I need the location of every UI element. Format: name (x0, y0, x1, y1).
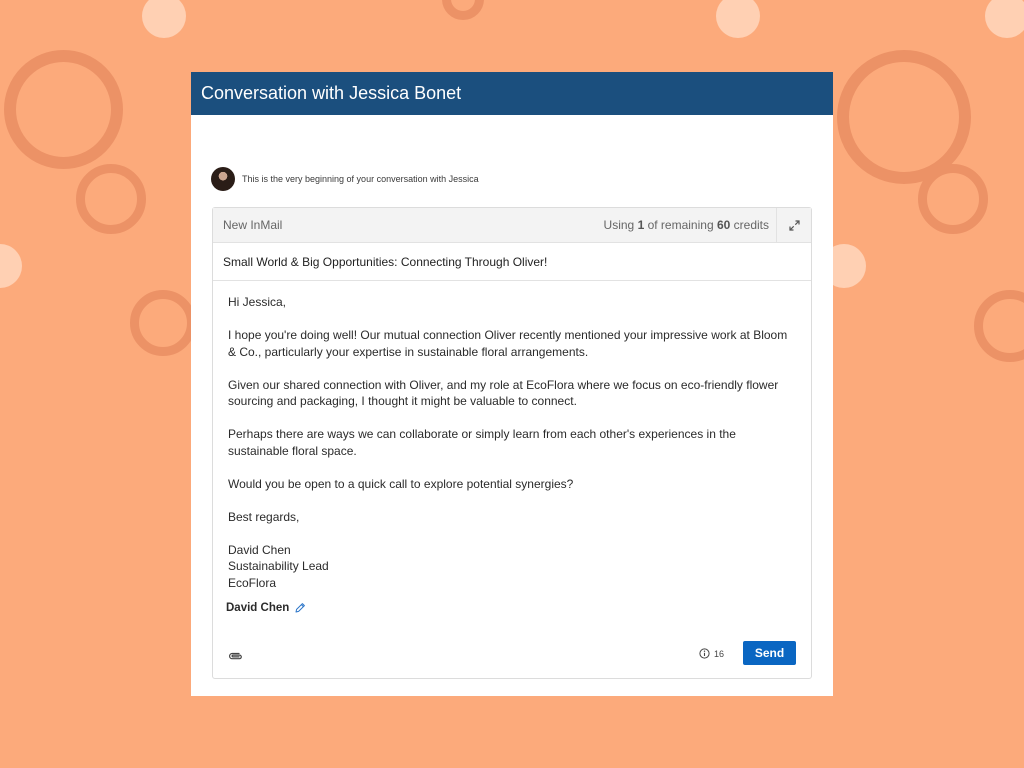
bg-dot-3 (985, 0, 1024, 38)
greeting: Hi Jessica, (228, 295, 287, 309)
composer-footer (213, 640, 811, 670)
character-count (699, 648, 724, 659)
bg-ring-left-mid (130, 290, 196, 356)
window-title: Conversation with Jessica Bonet (191, 72, 833, 115)
inmail-composer (212, 207, 812, 679)
paragraph-2: Given our shared connection with Oliver, and my role at EcoFlora where we focus on eco-friendly flower sourcing and packaging, I thought it might be valuable to connect. (228, 377, 779, 408)
composer-header (213, 208, 811, 243)
subject-field[interactable]: Small World & Big Opportunities: Connecting Through Oliver! (213, 243, 811, 281)
credits-remaining: 60 (716, 218, 731, 232)
send-button[interactable]: Send (743, 641, 796, 665)
closing: Best regards, (228, 509, 300, 524)
bg-ring-top (442, 0, 484, 20)
paragraph-4: Would you be open to a quick call to explore potential synergies? (228, 476, 574, 491)
paragraph-1: I hope you're doing well! Our mutual connection Oliver recently mentioned your impressive work at Bloom & Co., particularly your expertise in sustainable floral arrangements. (228, 328, 788, 359)
signature-selector (226, 602, 306, 614)
expand-icon (789, 220, 800, 231)
info-icon (699, 648, 710, 659)
conversation-intro (211, 167, 479, 191)
composer-label: New InMail (223, 218, 283, 232)
bg-dot-2 (716, 0, 760, 38)
conversation-window (191, 72, 833, 696)
bg-ring-right-small (918, 164, 988, 234)
bg-dot-4 (0, 244, 22, 288)
bg-dot-1 (142, 0, 186, 38)
avatar[interactable] (211, 167, 235, 191)
character-count-value: 16 (714, 648, 725, 659)
pencil-icon (294, 602, 306, 614)
message-body[interactable] (213, 281, 811, 591)
bg-ring-right-mid (974, 290, 1024, 362)
edit-signature-button[interactable] (294, 602, 306, 614)
signature-line-title: Sustainability Lead (228, 559, 329, 573)
intro-text: This is the very beginning of your conversation with Jessica (242, 174, 479, 184)
signature-display-name: David Chen (226, 602, 290, 614)
attach-button[interactable] (228, 648, 244, 666)
paperclip-icon (228, 651, 244, 661)
signature-line-company: EcoFlora (228, 575, 277, 590)
credits-text: Using 1 of remaining 60 credits (603, 218, 769, 232)
bg-ring-left-small (76, 164, 146, 234)
credits-used: 1 (637, 218, 645, 232)
bg-ring-left-large (4, 50, 123, 169)
signature-line-name: David Chen (228, 542, 291, 557)
paragraph-3: Perhaps there are ways we can collaborate or simply learn from each other's experiences in the sustainable floral space. (228, 427, 736, 458)
expand-button[interactable] (776, 208, 811, 242)
